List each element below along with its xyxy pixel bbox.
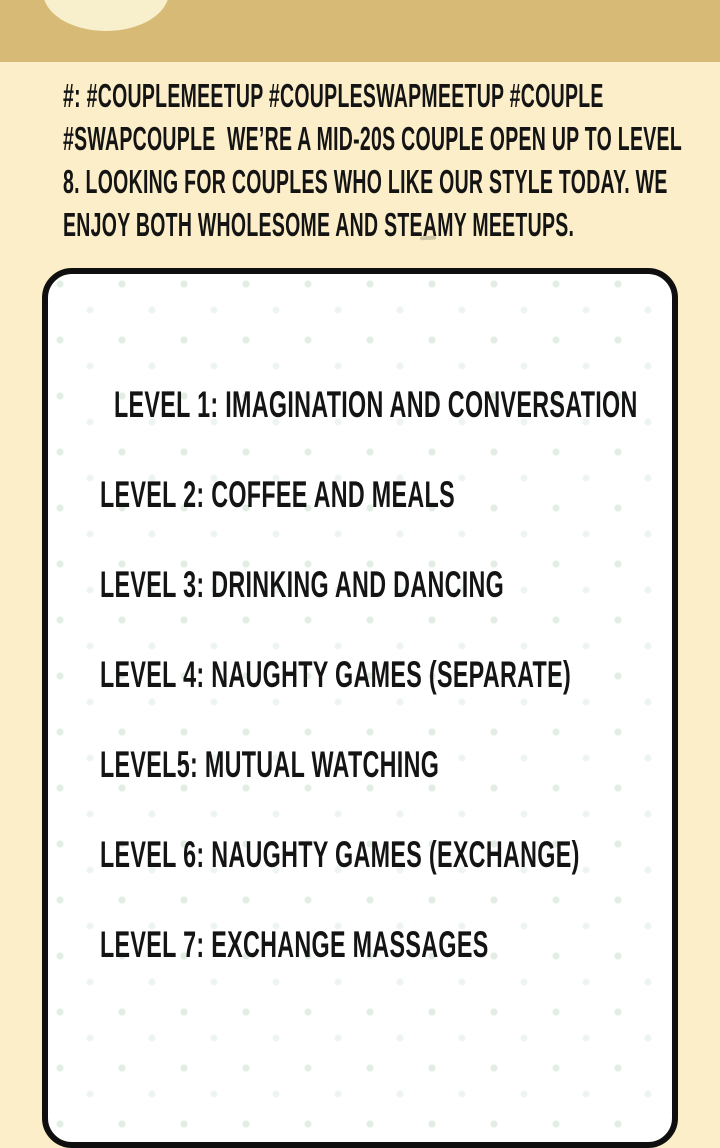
- intro-line: #SWAPCOUPLE WE’RE A MID-20S COUPLE OPEN UP TO LEVEL: [63, 120, 683, 157]
- intro-line: ENJOY BOTH WHOLESOME AND STEAMY MEETUPS.: [63, 206, 575, 243]
- intro-line: 8. LOOKING FOR COUPLES WHO LIKE OUR STYLE TODAY. WE: [63, 163, 668, 200]
- level-item: LEVEL 3: DRINKING AND DANCING: [100, 564, 505, 605]
- intro-line: #: #COUPLEMEETUP #COUPLESWAPMEETUP #COUPLE: [63, 77, 604, 114]
- levels-card: [42, 268, 678, 1148]
- levels-list: [48, 274, 672, 963]
- level-item: LEVEL 2: COFFEE AND MEALS: [100, 474, 455, 515]
- level-item: LEVEL 1: IMAGINATION AND CONVERSATION: [114, 384, 638, 425]
- level-item: LEVEL 4: NAUGHTY GAMES (SEPARATE): [100, 654, 572, 695]
- level-item: LEVEL5: MUTUAL WATCHING: [100, 744, 440, 785]
- intro-text: [63, 74, 703, 246]
- smudge-mark: [420, 236, 436, 241]
- level-item: LEVEL 6: NAUGHTY GAMES (EXCHANGE): [100, 834, 580, 875]
- level-item: LEVEL 7: EXCHANGE MASSAGES: [100, 924, 489, 965]
